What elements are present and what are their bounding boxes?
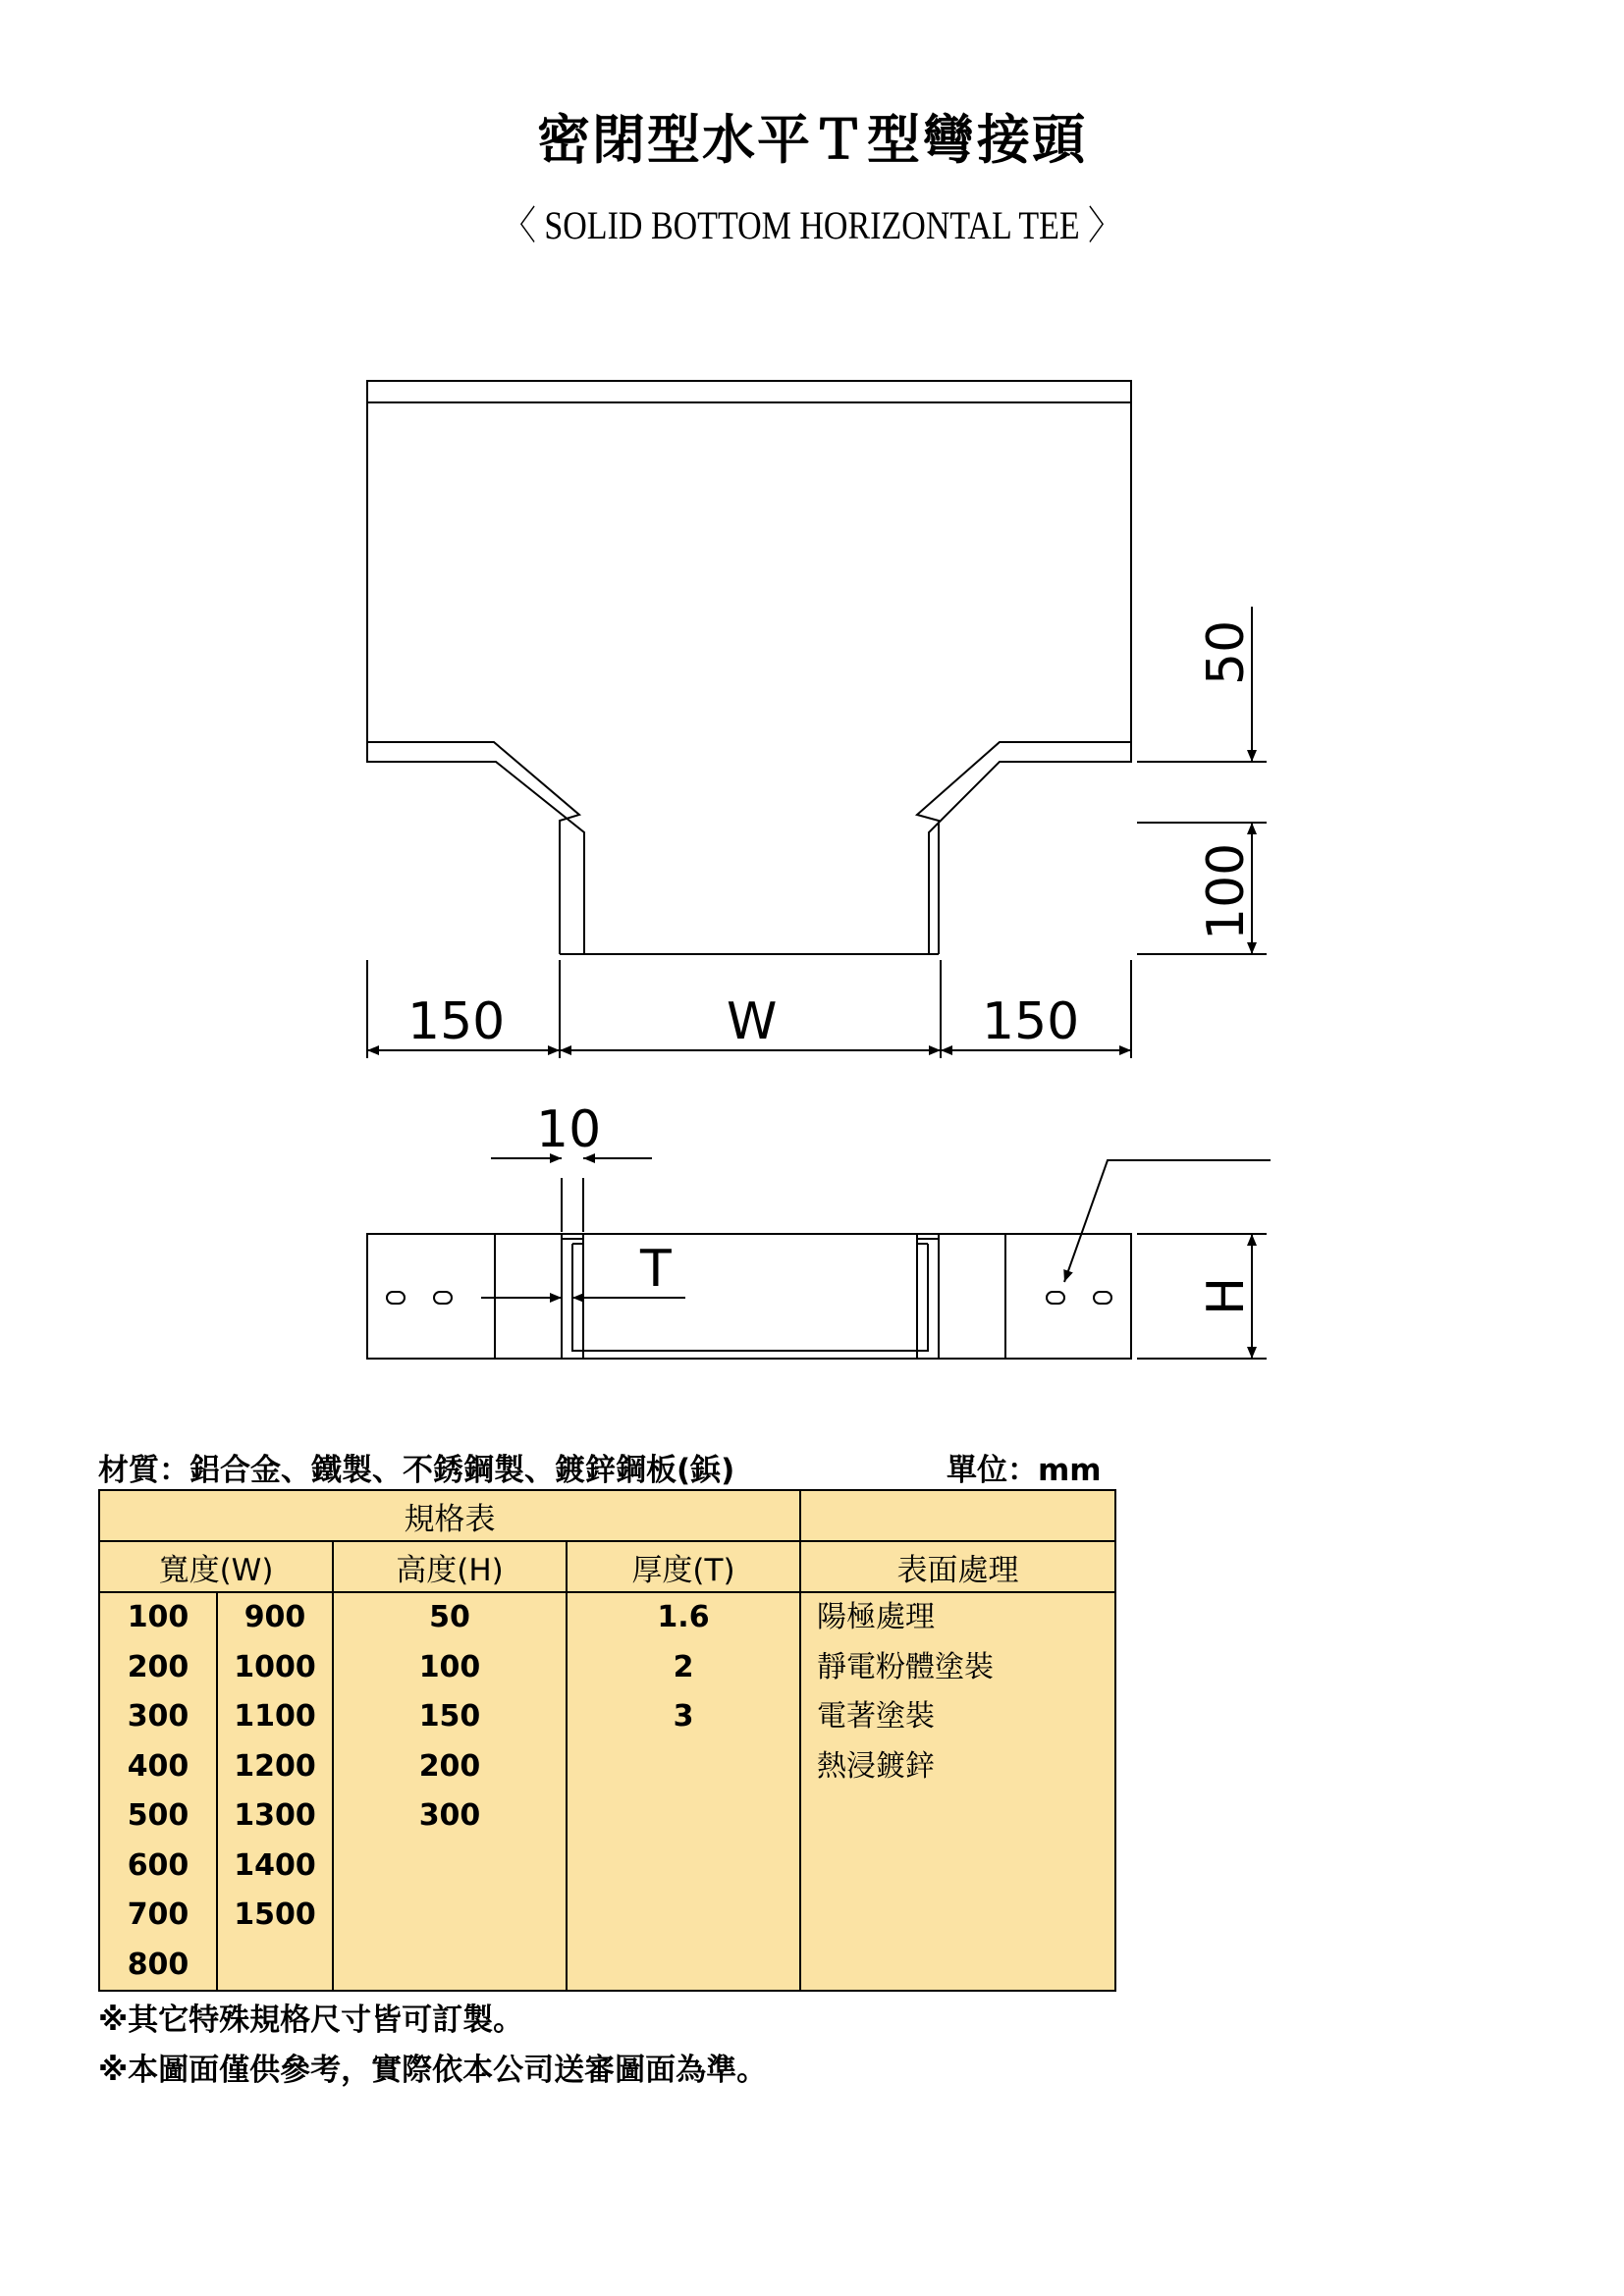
spec-table-title: 規格表 (99, 1490, 800, 1541)
finish-col (800, 1592, 1115, 1991)
spec-table (98, 1489, 1116, 1992)
table-cell: 1000 (234, 1649, 316, 1684)
dimension-side-view (481, 1158, 1271, 1359)
material-label: 材質：鋁合金、鐵製、不銹鋼製、鍍鋅鋼板(鋲) (98, 1453, 735, 1488)
table-cell: 2 (673, 1649, 694, 1684)
page-subtitle: 〈 SOLID BOTTOM HORIZONTAL TEE 〉 (502, 203, 1122, 247)
spec-table-blank (800, 1490, 1115, 1541)
table-cell: 電著塗裝 (817, 1699, 935, 1734)
thickness-col (567, 1592, 800, 1991)
table-cell: 1300 (234, 1798, 316, 1833)
unit-label: 單位：mm (947, 1453, 1102, 1488)
dim-label-h: H (1197, 1276, 1256, 1315)
table-cell: 400 (127, 1748, 189, 1784)
table-cell: 陽極處理 (817, 1600, 935, 1634)
header-width: 寬度(W) (99, 1541, 333, 1592)
note-custom-sizes: ※其它特殊規格尺寸皆可訂製。 (98, 2002, 524, 2038)
table-cell: 1100 (234, 1699, 316, 1734)
height-col (333, 1592, 567, 1991)
header-finish: 表面處理 (800, 1541, 1115, 1592)
table-cell: 熱浸鍍鋅 (817, 1748, 935, 1784)
dim-label-w: W (727, 992, 778, 1051)
bolt-hole (1094, 1292, 1111, 1304)
dim-label-10: 10 (536, 1100, 602, 1159)
table-cell: 200 (127, 1649, 189, 1684)
bolt-hole (1047, 1292, 1064, 1304)
bolt-hole (387, 1292, 405, 1304)
header-thickness: 厚度(T) (567, 1541, 800, 1592)
note-reference-only: ※本圖面僅供參考，實際依本公司送審圖面為準。 (98, 2053, 768, 2088)
dim-label-100: 100 (1197, 842, 1256, 940)
page-title: 密閉型水平Ｔ型彎接頭 (537, 108, 1087, 171)
table-cell: 300 (127, 1699, 189, 1734)
table-cell: 200 (418, 1748, 481, 1784)
tee-side-view (367, 1234, 1131, 1359)
table-cell: 50 (429, 1600, 470, 1634)
tee-top-view (367, 381, 1131, 954)
table-cell: 150 (418, 1699, 481, 1734)
dim-label-50: 50 (1197, 619, 1256, 685)
dim-label-right-150: 150 (982, 992, 1080, 1051)
table-cell: 600 (127, 1847, 189, 1883)
width-col-1 (99, 1592, 217, 1991)
table-cell: 700 (127, 1897, 189, 1932)
dim-label-t: T (640, 1240, 672, 1299)
header-height: 高度(H) (333, 1541, 567, 1592)
table-cell: 1400 (234, 1847, 316, 1883)
bolt-hole (434, 1292, 452, 1304)
table-cell: 900 (244, 1600, 306, 1634)
table-cell: 800 (127, 1947, 189, 1982)
table-cell: 1500 (234, 1897, 316, 1932)
table-cell: 3 (673, 1699, 694, 1734)
width-col-2 (217, 1592, 333, 1991)
table-cell: 1200 (234, 1748, 316, 1784)
table-cell: 100 (418, 1649, 481, 1684)
table-cell: 1.6 (657, 1600, 710, 1634)
dim-label-left-150: 150 (407, 992, 506, 1051)
table-cell: 500 (127, 1798, 189, 1833)
table-cell: 靜電粉體塗裝 (817, 1649, 994, 1684)
table-cell: 100 (127, 1600, 189, 1634)
table-cell: 300 (418, 1798, 481, 1833)
